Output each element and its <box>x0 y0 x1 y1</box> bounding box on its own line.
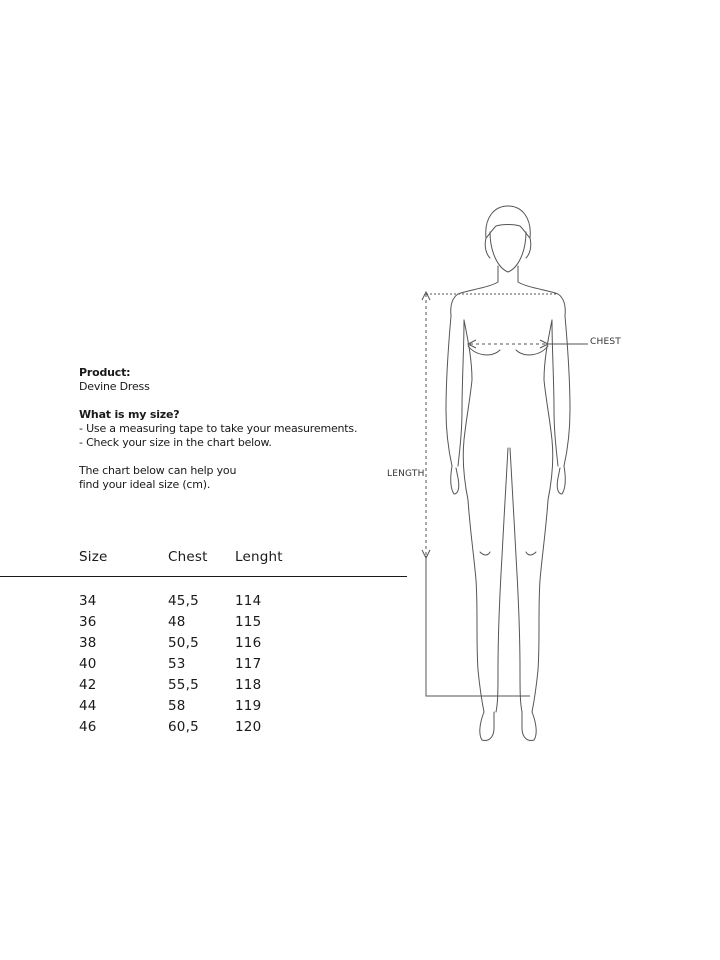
female-body-outline <box>446 206 570 741</box>
column-header-size: Size <box>79 549 108 565</box>
length-label: LENGTH <box>387 469 425 479</box>
size-table-header <box>0 548 407 577</box>
length-cell: 116 <box>235 635 262 651</box>
table-row <box>0 613 407 634</box>
chart-intro-line: find your ideal size (cm). <box>79 478 211 491</box>
table-row <box>0 718 407 739</box>
product-heading: Product: <box>79 366 131 379</box>
table-row <box>0 655 407 676</box>
size-help-step: - Check your size in the chart below. <box>79 436 272 449</box>
table-row <box>0 697 407 718</box>
chest-cell: 55,5 <box>168 677 199 693</box>
size-help-block <box>79 408 399 450</box>
length-cell: 114 <box>235 593 262 609</box>
size-cell: 36 <box>79 614 97 630</box>
column-header-length: Lenght <box>235 549 283 565</box>
table-row <box>0 592 407 613</box>
size-cell: 40 <box>79 656 97 672</box>
length-cell: 117 <box>235 656 262 672</box>
size-cell: 46 <box>79 719 97 735</box>
chest-cell: 58 <box>168 698 186 714</box>
table-row <box>0 634 407 655</box>
measurement-figure <box>380 200 700 760</box>
length-cell: 120 <box>235 719 262 735</box>
size-guide-info <box>79 366 399 506</box>
size-table-body <box>0 592 407 739</box>
size-cell: 38 <box>79 635 97 651</box>
table-row <box>0 676 407 697</box>
product-block <box>79 366 399 394</box>
size-help-step: - Use a measuring tape to take your measurements. <box>79 422 358 435</box>
size-cell: 42 <box>79 677 97 693</box>
chart-intro-block <box>79 464 399 492</box>
chart-intro-line: The chart below can help you <box>79 464 237 477</box>
chest-cell: 60,5 <box>168 719 199 735</box>
length-cell: 118 <box>235 677 262 693</box>
length-cell: 119 <box>235 698 262 714</box>
size-help-heading: What is my size? <box>79 408 180 421</box>
length-cell: 115 <box>235 614 262 630</box>
chest-cell: 50,5 <box>168 635 199 651</box>
chest-cell: 45,5 <box>168 593 199 609</box>
chest-cell: 53 <box>168 656 186 672</box>
chest-cell: 48 <box>168 614 186 630</box>
size-cell: 44 <box>79 698 97 714</box>
column-header-chest: Chest <box>168 549 208 565</box>
size-cell: 34 <box>79 593 97 609</box>
product-name: Devine Dress <box>79 380 150 393</box>
chest-label: CHEST <box>590 337 621 347</box>
chest-measure-line <box>468 340 588 348</box>
